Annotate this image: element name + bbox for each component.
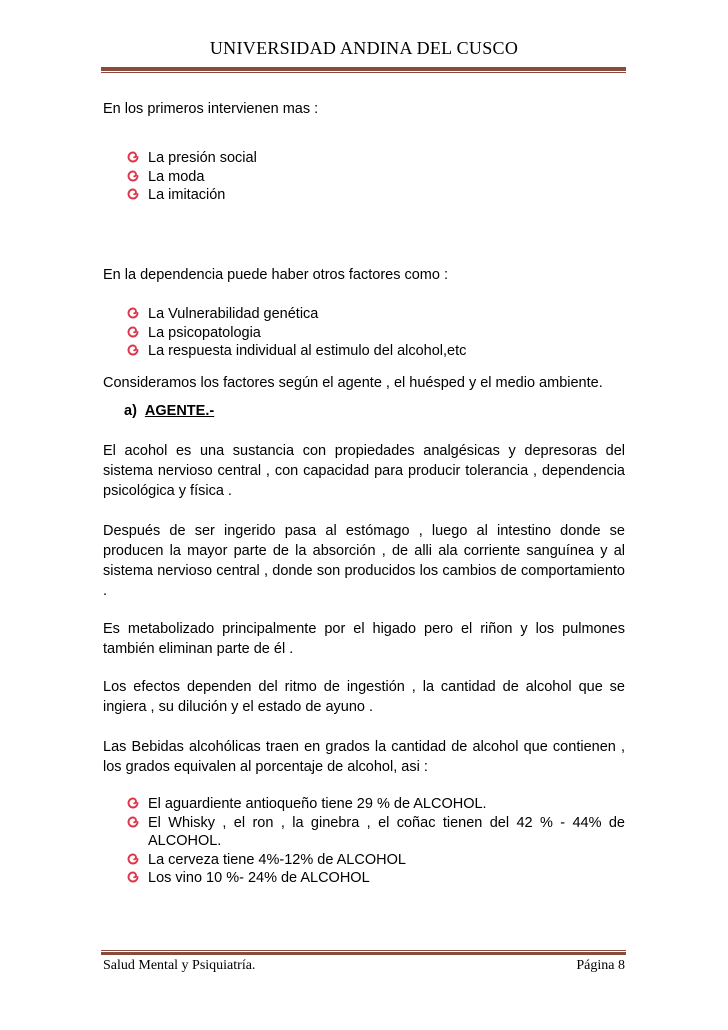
paragraph-beverages: Las Bebidas alcohólicas traen en grados la cantidad de alcohol que contienen , los grados equivalen al porcentaje de alcohol, asi : (103, 739, 625, 775)
list-item-text: La presión social (148, 150, 257, 166)
list-social-factors (103, 149, 625, 205)
list-item (103, 186, 625, 205)
list-item-text: La psicopatologia (148, 324, 261, 341)
section-letter: a) (124, 403, 137, 419)
header-rule-thin (101, 72, 626, 73)
swirl-bullet-icon (127, 816, 139, 828)
footer-course-name: Salud Mental y Psiquiatría. (103, 958, 256, 973)
list-item (103, 851, 625, 870)
footer-page-number: Página 8 (576, 958, 625, 973)
paragraph-metabolism: Es metabolizado principalmente por el higado pero el riñon y los pulmones también eliminan parte de él . (103, 621, 625, 657)
swirl-bullet-icon (127, 170, 139, 182)
list-item (103, 168, 625, 187)
list-alcohol-content (103, 795, 625, 888)
swirl-bullet-icon (127, 344, 139, 356)
swirl-bullet-icon (127, 871, 139, 883)
swirl-bullet-icon (127, 326, 139, 338)
list-item-text: La cerveza tiene 4%-12% de ALCOHOL (148, 851, 406, 868)
list-item (103, 869, 625, 888)
swirl-bullet-icon (127, 853, 139, 865)
list-item-text: La imitación (148, 187, 226, 203)
list-item-text: El aguardiente antioqueño tiene 29 % de ALCOHOL. (148, 796, 487, 812)
paragraph-absorption: Después de ser ingerido pasa al estómago , luego al intestino donde se producen la mayor parte de la absorción , de alli ala corriente sanguínea y al sistema nervioso central , donde son producidos los cambios de comportamiento . (103, 523, 625, 599)
paragraph-alcohol-definition: El acohol es una sustancia con propiedades analgésicas y depresoras del sistema nervioso central , con capacidad para producir tolerancia , dependencia psicológica y física . (103, 443, 625, 499)
list-item-text: Los vino 10 %- 24% de ALCOHOL (148, 870, 370, 886)
header-title: UNIVERSIDAD ANDINA DEL CUSCO (209, 38, 519, 58)
section-title: AGENTE.- (144, 403, 215, 419)
list-item (103, 814, 625, 851)
list-item-text: El Whisky , el ron , la ginebra , el coñac tienen del 42 % - 44% de ALCOHOL. (148, 814, 625, 849)
swirl-bullet-icon (127, 151, 139, 163)
list-item (103, 795, 625, 814)
factors-paragraph: Consideramos los factores según el agente , el huésped y el medio ambiente. (103, 375, 603, 391)
list-item (103, 305, 625, 324)
swirl-bullet-icon (127, 188, 139, 200)
list-dependency-factors (103, 305, 625, 361)
paragraph-effects: Los efectos dependen del ritmo de ingestión , la cantidad de alcohol que se ingiera , su dilución y el estado de ayuno . (103, 679, 625, 715)
intro-paragraph-1: En los primeros intervienen mas : (103, 101, 319, 117)
footer-rule (101, 950, 626, 951)
list-item (103, 342, 625, 361)
section-heading-agente (124, 403, 214, 419)
intro-paragraph-2: En la dependencia puede haber otros factores como : (103, 267, 449, 283)
list-item-text: La moda (148, 168, 205, 185)
list-item-text: La respuesta individual al estimulo del alcohol,etc (148, 343, 467, 359)
list-item (103, 324, 625, 343)
swirl-bullet-icon (127, 307, 139, 319)
list-item (103, 149, 625, 168)
header-rule (101, 67, 626, 71)
footer-rule-thick (101, 952, 626, 955)
list-item-text: La Vulnerabilidad genética (148, 306, 319, 322)
swirl-bullet-icon (127, 797, 139, 809)
